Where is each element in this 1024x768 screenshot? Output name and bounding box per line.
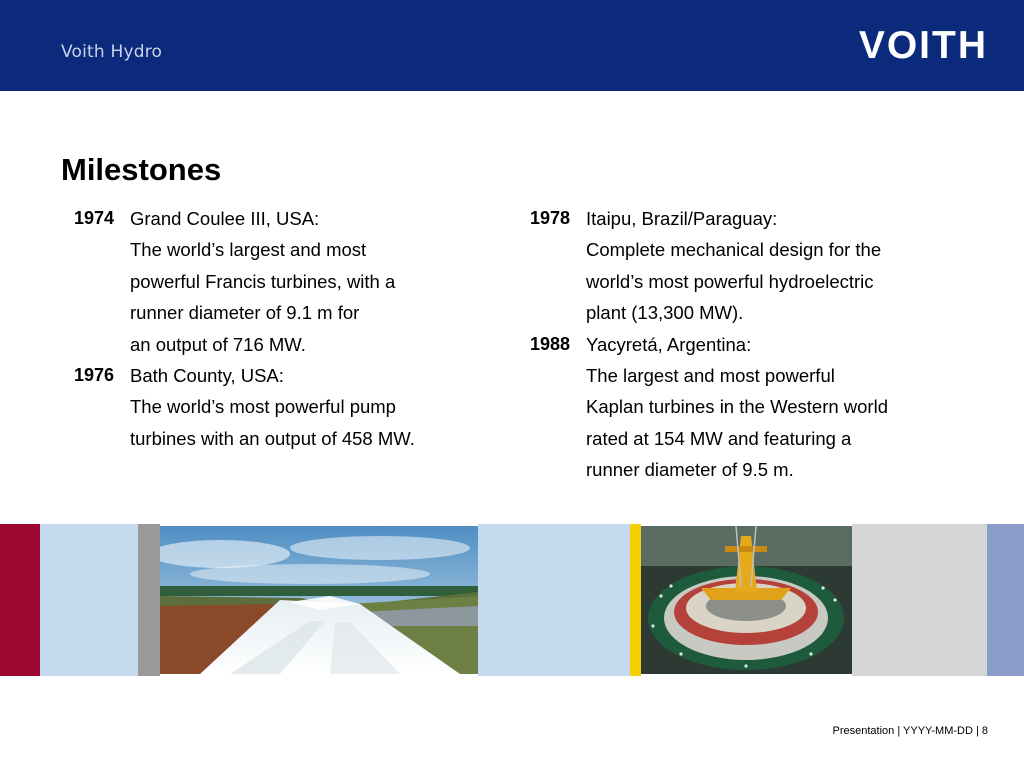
milestone-entry [517, 203, 977, 329]
band-block-yellow [630, 524, 641, 676]
milestone-line: The world’s most powerful pump [130, 396, 396, 418]
milestone-line: Yacyretá, Argentina: [586, 333, 752, 355]
footer-text: Presentation | YYYY-MM-DD | 8 [832, 725, 988, 737]
milestone-line: Itaipu, Brazil/Paraguay: [586, 208, 778, 229]
milestone-line: Kaplan turbines in the Western world [586, 396, 888, 418]
band-block-crimson [0, 524, 40, 676]
milestone-entry [61, 203, 481, 360]
band-block-lightgray [852, 524, 987, 676]
band-block-gray [138, 524, 160, 676]
milestone-line: runner diameter of 9.1 m for [130, 302, 360, 324]
voith-logo: VOITH [858, 24, 988, 67]
band-block-paleblue [478, 524, 630, 676]
dam-spillway-photo [160, 526, 478, 674]
milestone-year: 1974 [73, 208, 114, 228]
milestone-line: plant (13,300 MW). [586, 302, 744, 324]
milestone-text [130, 360, 415, 454]
band-block-periwinkle [987, 524, 1024, 676]
milestone-line: runner diameter of 9.5 m. [586, 459, 794, 481]
milestone-line: The largest and most powerful [586, 365, 835, 387]
milestones-left-column [61, 203, 481, 454]
milestone-line: Bath County, USA: [130, 365, 284, 387]
milestone-line: turbines with an output of 458 MW. [130, 427, 415, 449]
page-title: Milestones [61, 152, 222, 187]
milestone-line: Grand Coulee III, USA: [130, 208, 320, 229]
milestone-year: 1988 [529, 333, 570, 354]
milestone-entry [61, 360, 481, 454]
brand-subtitle: Voith Hydro [61, 42, 163, 62]
milestone-line: The world’s largest and most [130, 239, 367, 261]
milestone-line: world’s most powerful hydroelectric [586, 270, 874, 292]
header-bar [0, 0, 1024, 91]
image-band [0, 524, 1024, 676]
milestone-year: 1978 [529, 208, 570, 228]
milestone-text [586, 329, 888, 486]
milestone-text [586, 203, 881, 329]
milestone-entry [517, 329, 977, 486]
milestone-text [130, 203, 395, 360]
milestones-right-column [517, 203, 977, 486]
band-block-lightblue [40, 524, 138, 676]
milestone-line: Complete mechanical design for the [586, 239, 882, 261]
milestone-year: 1976 [73, 365, 114, 386]
milestone-line: an output of 716 MW. [130, 333, 306, 355]
milestone-line: powerful Francis turbines, with a [130, 270, 396, 292]
milestone-line: rated at 154 MW and featuring a [586, 427, 852, 449]
turbine-generator-photo [641, 526, 852, 674]
